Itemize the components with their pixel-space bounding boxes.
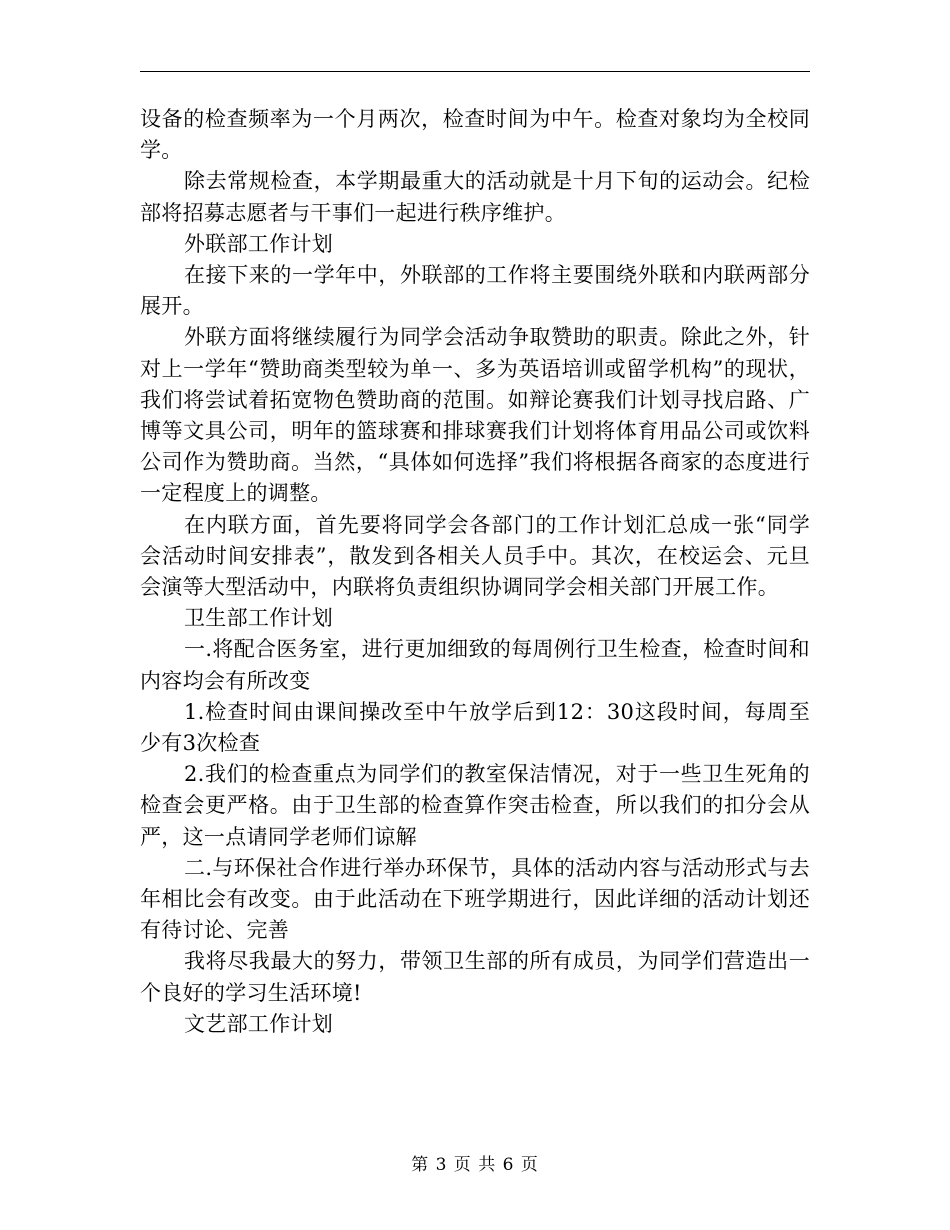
paragraph: 1.检查时间由课间操改至中午放学后到12：30这段时间，每周至少有3次检查 [140,699,810,756]
paragraph: 二.与环保社合作进行举办环保节，具体的活动内容与活动形式与去年相比会有改变。由于此活动在下班学期进行，因此详细的活动计划还有待讨论、完善 [140,855,810,943]
paragraph: 一.将配合医务室，进行更加细致的每周例行卫生检查，检查时间和内容均会有所改变 [140,637,810,693]
paragraph: 在内联方面，首先要将同学会各部门的工作计划汇总成一张“同学会活动时间安排表”，散发到各相关人员手中。其次，在校运会、元旦会演等大型活动中，内联将负责组织协调同学会相关部门开展工作。 [140,512,810,600]
document-body [140,104,810,1040]
paragraph: 我将尽我最大的努力，带领卫生部的所有成员，为同学们营造出一个良好的学习生活环境! [140,949,810,1005]
paragraph: 2.我们的检查重点为同学们的教室保洁情况，对于一些卫生死角的检查会更严格。由于卫生部的检查算作突击检查，所以我们的扣分会从严，这一点请同学老师们谅解 [140,762,810,849]
section-heading: 卫生部工作计划 [184,606,334,631]
footer-label-total-suffix: 页 [520,1155,539,1175]
paragraph: 除去常规检查，本学期最重大的活动就是十月下旬的运动会。纪检部将招募志愿者与干事们一起进行秩序维护。 [140,169,810,225]
header-rule [140,71,810,72]
footer-label-page: 页 [453,1155,472,1175]
section-heading: 文艺部工作计划 [184,1011,334,1036]
total-page-number: 6 [502,1155,515,1175]
footer-label-total-prefix: 共 [478,1155,497,1175]
footer-label-prefix: 第 [411,1155,430,1175]
paragraph: 设备的检查频率为一个月两次，检查时间为中午。检查对象均为全校同学。 [140,107,810,163]
current-page-number: 3 [435,1155,448,1175]
paragraph: 在接下来的一学年中，外联部的工作将主要围绕外联和内联两部分展开。 [140,263,810,319]
paragraph: 外联方面将继续履行为同学会活动争取赞助的职责。除此之外，针对上一学年“赞助商类型较为单一、多为英语培训或留学机构”的现状，我们将尝试着拓宽物色赞助商的范围。如辩论赛我们计划寻找启路、广博等文具公司，明年的篮球赛和排球赛我们计划将体育用品公司或饮料公司作为赞助商。当然，“具体如何选择”我们将根据各商家的态度进行一定程度上的调整。 [140,325,810,506]
section-heading: 外联部工作计划 [184,231,334,256]
page-footer [0,1150,950,1175]
